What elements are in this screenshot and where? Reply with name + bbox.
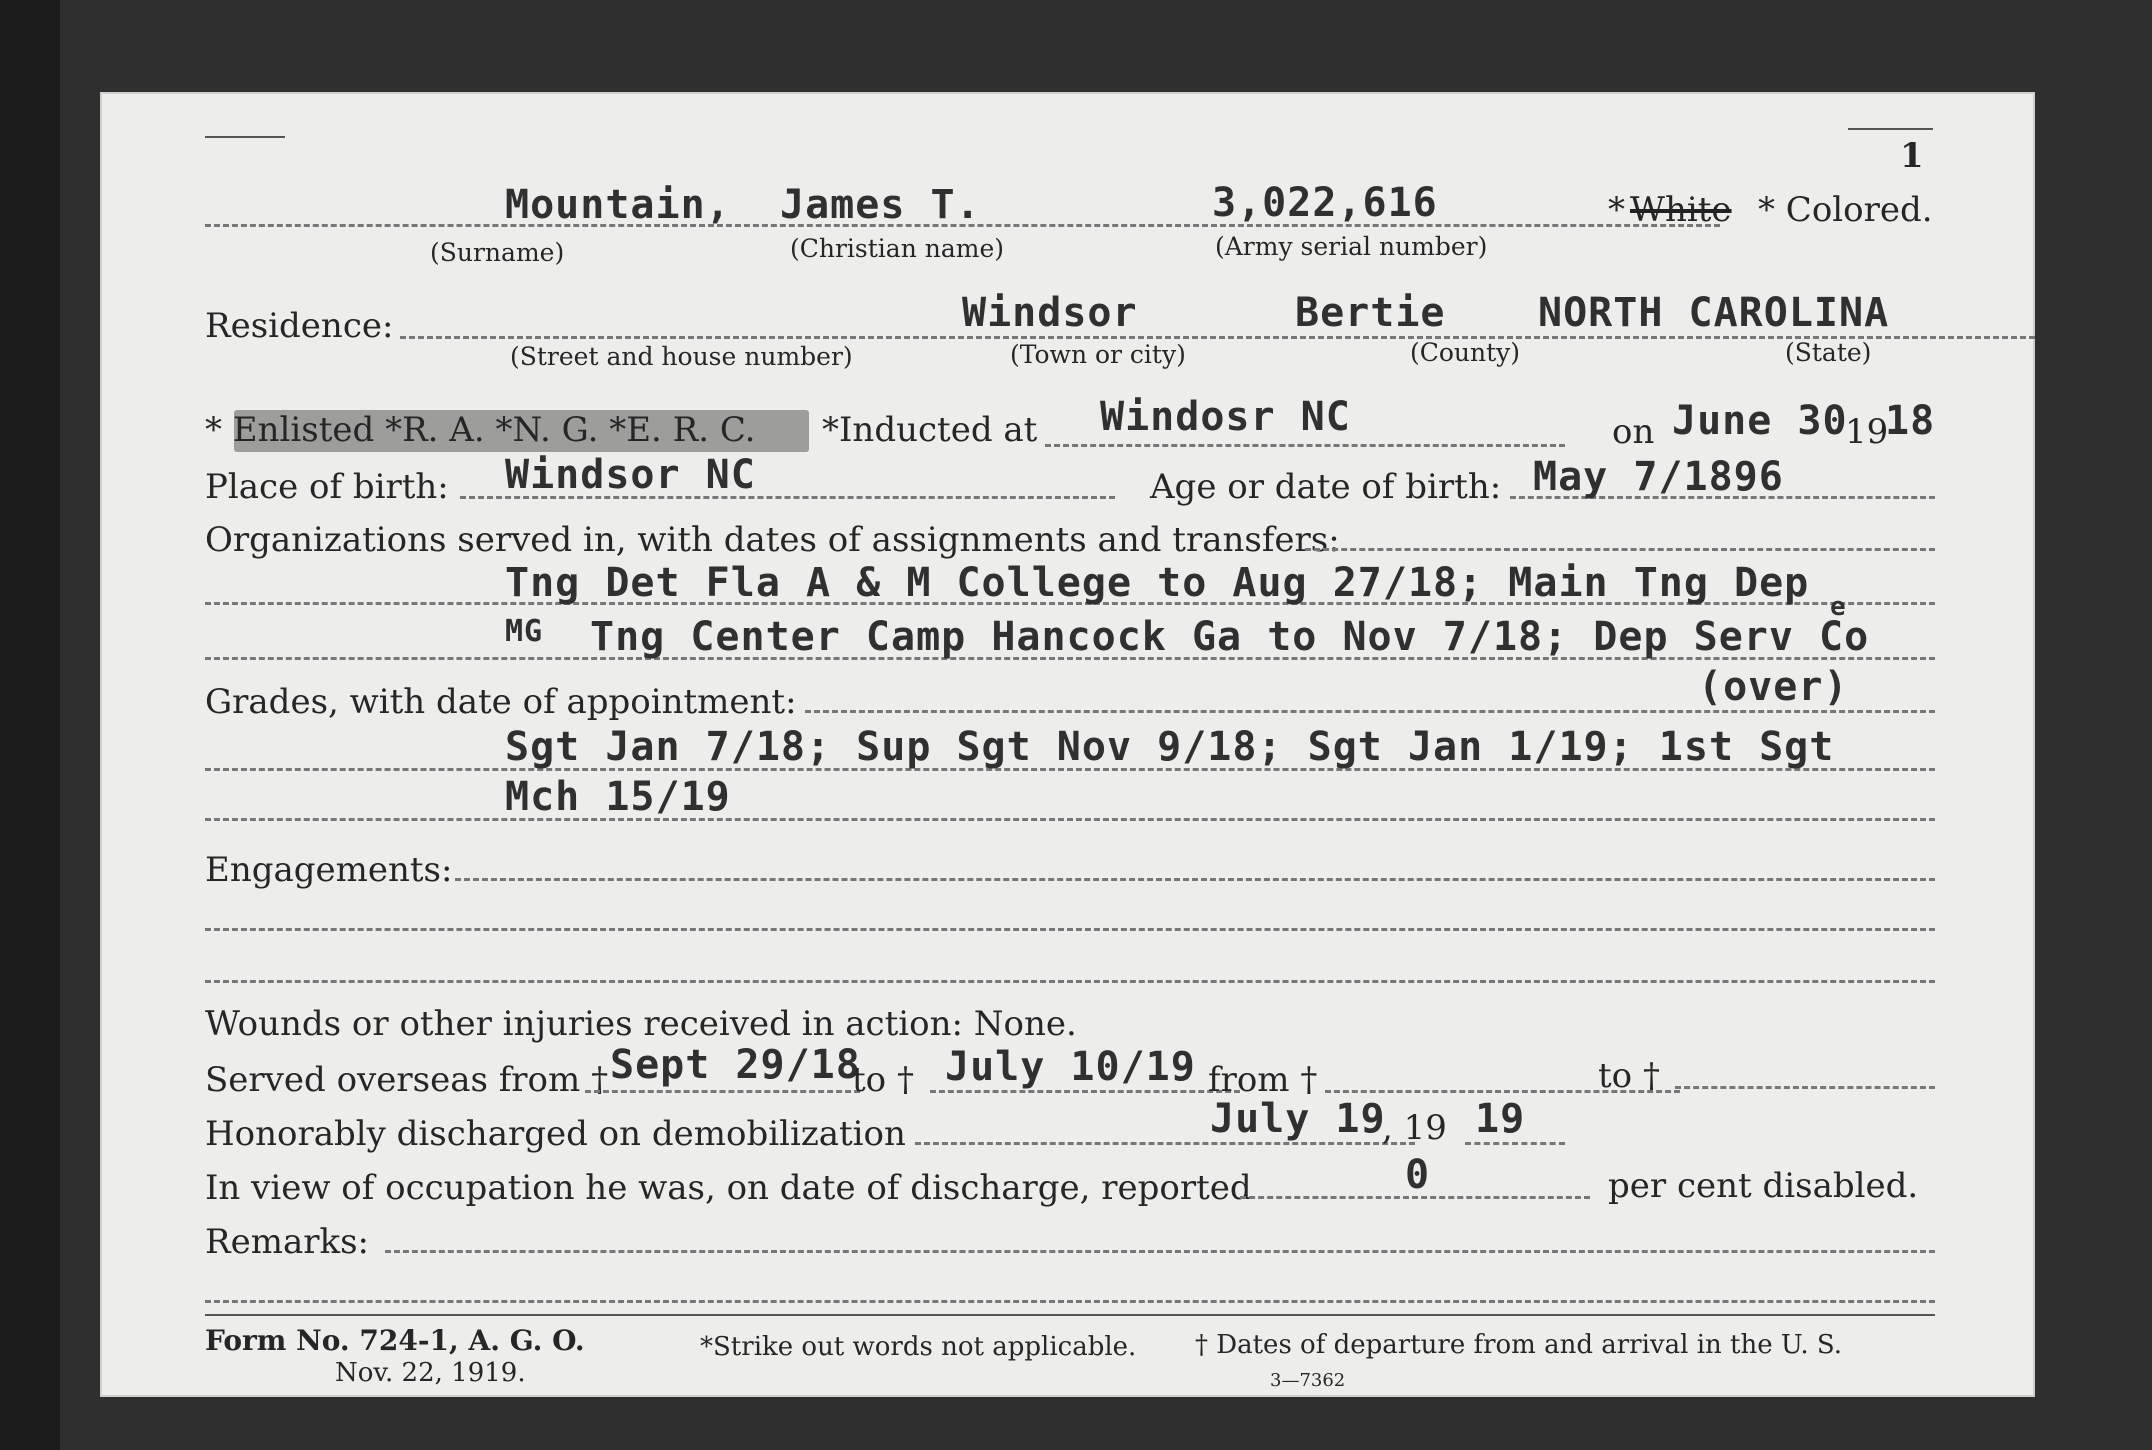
form-date: Nov. 22, 1919. <box>335 1358 526 1388</box>
second-to-line <box>1675 1086 1935 1089</box>
overseas-to-line <box>930 1090 1240 1093</box>
footnote-strike: *Strike out words not applicable. <box>700 1332 1137 1362</box>
over-note: (over) <box>1698 664 1849 710</box>
caption-town: (Town or city) <box>1010 340 1186 369</box>
number-rule <box>1848 128 1933 130</box>
organizations-entry-1: Tng Det Fla A & M College to Aug 27/18; Main Tng Dep <box>505 560 1810 606</box>
engagements-label: Engagements: <box>205 850 453 890</box>
enlisted-options: * Enlisted *R. A. *N. G. *E. R. C. <box>205 410 756 450</box>
birth-place-label: Place of birth: <box>205 467 449 507</box>
birth-date-value: May 7/1896 <box>1533 454 1784 500</box>
organizations-superscript: e <box>1830 592 1847 622</box>
discharge-year-line <box>1465 1142 1565 1145</box>
caption-surname: (Surname) <box>430 238 565 267</box>
scan-border <box>0 0 60 1450</box>
inducted-label: *Inducted at <box>822 410 1038 450</box>
form-number: Form No. 724-1, A. G. O. <box>205 1324 585 1357</box>
grades-line <box>805 710 1935 713</box>
christian-name-value: James T. <box>780 182 981 228</box>
grades-label: Grades, with date of appointment: <box>205 682 797 722</box>
overseas-from-line <box>585 1090 860 1093</box>
year-prefix: 19 <box>1845 412 1889 452</box>
inducted-place: Windosr NC <box>1100 394 1351 440</box>
caption-serial: (Army serial number) <box>1215 232 1488 261</box>
footer-rule <box>205 1314 1935 1316</box>
overseas-label: Served overseas from † <box>205 1060 609 1100</box>
remarks-label: Remarks: <box>205 1222 369 1262</box>
discharge-label: Honorably discharged on demobilization <box>205 1114 906 1154</box>
print-code: 3—7362 <box>1270 1370 1346 1391</box>
remarks-line-2 <box>205 1300 1935 1303</box>
caption-street: (Street and house number) <box>510 342 853 371</box>
residence-town: Windsor <box>962 290 1138 336</box>
disability-value: 0 <box>1405 1152 1431 1198</box>
residence-state: NORTH CAROLINA <box>1538 290 1890 336</box>
surname-value: Mountain, <box>505 182 731 228</box>
inducted-year: 18 <box>1885 398 1936 444</box>
on-label: on <box>1612 412 1655 452</box>
card-number: 1 <box>1900 136 1924 176</box>
inducted-date: June 30 <box>1672 398 1848 444</box>
grades-entry-2: Mch 15/19 <box>505 774 731 820</box>
race-prefix: * <box>1608 190 1625 230</box>
second-from-label: from † <box>1208 1060 1318 1100</box>
disability-label: In view of occupation he was, on date of discharge, reported <box>205 1168 1252 1208</box>
discharge-year: 19 <box>1475 1096 1526 1142</box>
organizations-line <box>1305 548 1935 551</box>
service-record-card <box>100 92 2035 1397</box>
discharge-year-prefix: , 19 <box>1382 1108 1447 1148</box>
organizations-prefix: MG <box>505 614 544 649</box>
engagements-line-2 <box>205 928 1935 931</box>
organizations-label: Organizations served in, with dates of assignments and transfers: <box>205 520 1340 560</box>
discharge-date: July 19 <box>1210 1096 1386 1142</box>
disability-suffix: per cent disabled. <box>1608 1166 1919 1206</box>
engagements-line <box>455 878 1935 881</box>
second-to-label: to † <box>1598 1056 1660 1096</box>
birth-place-value: Windsor NC <box>505 452 756 498</box>
age-label: Age or date of birth: <box>1150 467 1502 507</box>
overseas-from-date: Sept 29/18 <box>610 1042 861 1088</box>
organizations-entry-2: Tng Center Camp Hancock Ga to Nov 7/18; Dep Serv Co <box>590 614 1870 660</box>
caption-county: (County) <box>1410 338 1521 367</box>
engagements-line-3 <box>205 980 1935 983</box>
caption-state: (State) <box>1785 338 1872 367</box>
grades-line-3 <box>205 818 1935 821</box>
residence-label: Residence: <box>205 306 394 346</box>
discharge-line <box>915 1142 1415 1145</box>
residence-county: Bertie <box>1295 290 1446 336</box>
race-colored: * Colored. <box>1758 190 1933 230</box>
overseas-to-label: to † <box>852 1060 914 1100</box>
corner-mark <box>205 136 285 138</box>
wounds-label: Wounds or other injuries received in action: None. <box>205 1004 1077 1044</box>
grades-entry-1: Sgt Jan 7/18; Sup Sgt Nov 9/18; Sgt Jan 1/19; 1st Sgt <box>505 724 1835 770</box>
race-white-struck: White <box>1630 190 1732 230</box>
serial-number-value: 3,022,616 <box>1212 180 1438 226</box>
footnote-dates: † Dates of departure from and arrival in the U. S. <box>1195 1330 1843 1360</box>
overseas-to-date: July 10/19 <box>945 1044 1196 1090</box>
inducted-line <box>1045 444 1565 447</box>
remarks-line <box>385 1250 1935 1253</box>
caption-christian-name: (Christian name) <box>790 234 1005 263</box>
